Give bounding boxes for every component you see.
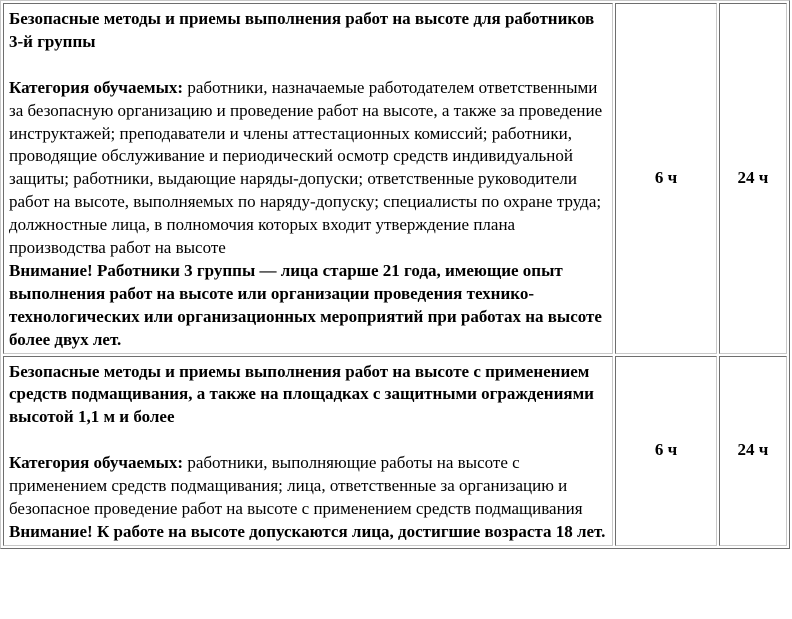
hours-cell-a: 6 ч bbox=[615, 356, 716, 546]
spacer bbox=[9, 54, 607, 77]
category-label: Категория обучаемых: bbox=[9, 453, 184, 473]
category-text: работники, назначаемые работодателем ответственными за безопасную организацию и проведение работ на высоте, а также за проведение инструктажей; преподаватели и члены аттестационных комиссий; работники, проводящие обслуживание и периодический осмотр средств индивидуальной защиты; работники, выдающие наряды-допуски; ответственные руководители работ на высоте, выполняемых по наряду-допуску; специалисты по охране труда; должностные лица, в полномочия которых входит утверждение плана производства работ на высоте bbox=[9, 77, 603, 258]
course-category bbox=[9, 452, 607, 521]
course-description-cell bbox=[3, 356, 613, 546]
category-text: работники, выполняющие работы на высоте с применением средств подмащивания; лица, ответственные за организацию и безопасное проведение работ на высоте с применением средств подмащивания bbox=[9, 453, 583, 518]
course-category bbox=[9, 77, 607, 260]
category-label: Категория обучаемых: bbox=[9, 77, 184, 97]
course-warning: Внимание! Работники 3 группы — лица старше 21 года, имеющие опыт выполнения работ на высоте или организации проведения технико-технологических или организационных мероприятий при работах на высоте более двух лет. bbox=[9, 260, 602, 349]
course-warning: Внимание! К работе на высоте допускаются лица, достигшие возраста 18 лет. bbox=[9, 521, 606, 541]
course-title: Безопасные методы и приемы выполнения работ на высоте для работников 3-й группы bbox=[9, 9, 595, 51]
spacer bbox=[9, 429, 607, 452]
hours-cell-a: 6 ч bbox=[615, 3, 716, 354]
hours-cell-b: 24 ч bbox=[719, 3, 787, 354]
course-description-cell bbox=[3, 3, 613, 354]
course-title: Безопасные методы и приемы выполнения работ на высоте с применением средств подмащивания, а также на площадках с защитными ограждениями высотой 1,1 м и более bbox=[9, 361, 594, 427]
table-row bbox=[3, 3, 787, 354]
table-row bbox=[3, 356, 787, 546]
hours-cell-b: 24 ч bbox=[719, 356, 787, 546]
